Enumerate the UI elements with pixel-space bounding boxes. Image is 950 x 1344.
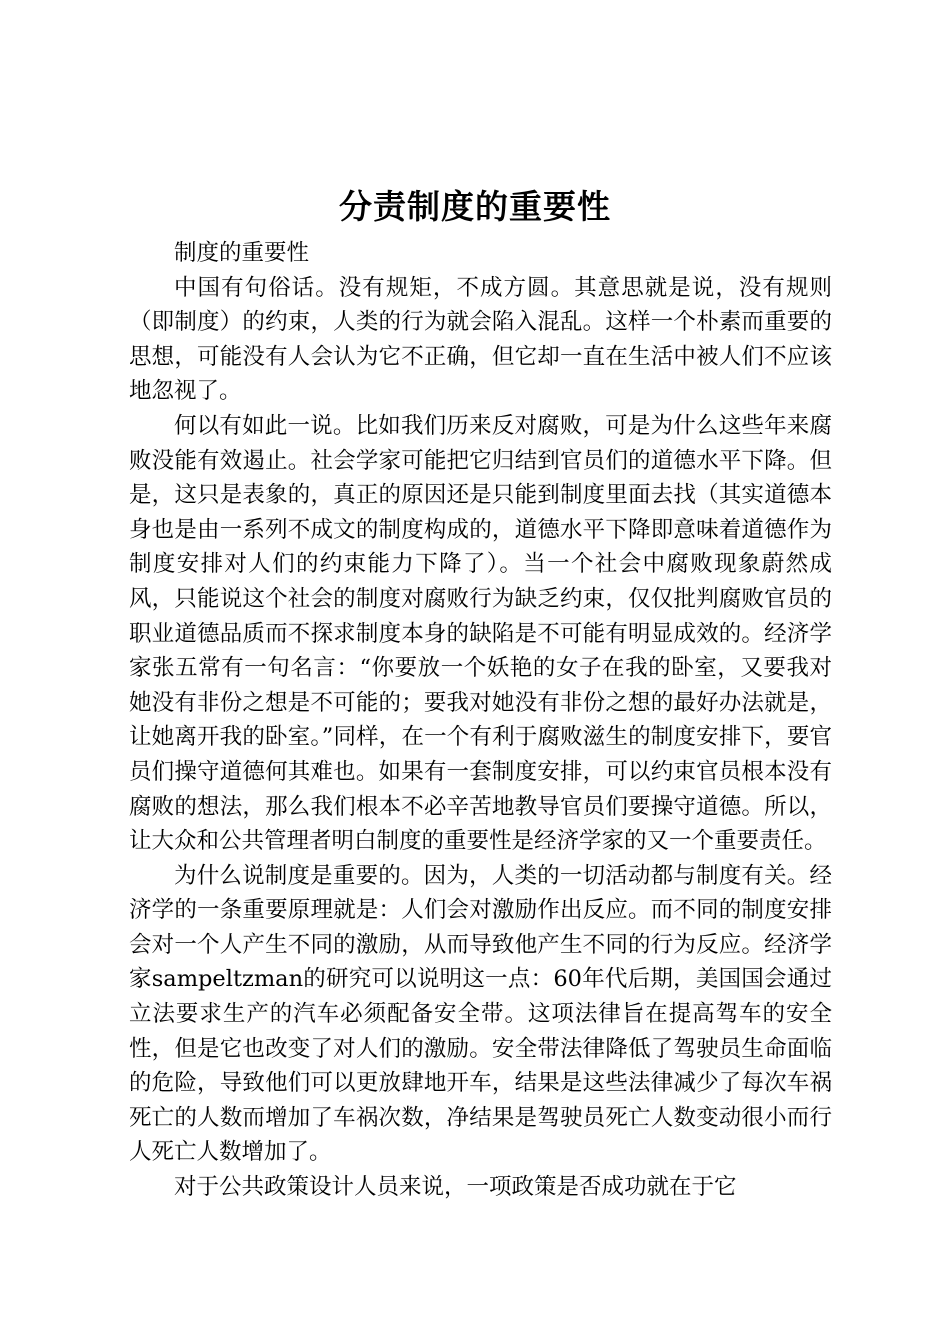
- paragraph-subtitle: 制度的重要性: [174, 240, 310, 266]
- paragraph: 何以有如此一说。比如我们历来反对腐败，可是为什么这些年来腐败没能有效遏止。社会学家可能把它归结到官员们的道德水平下降。但是，这只是表象的，真正的原因还是只能到制度里面去找（其实道德本身也是由一系列不成文的制度构成的，道德水平下降即意味着道德作为制度安排对人们的约束能力下降了）。当一个社会中腐败现象蔚然成风，只能说这个社会的制度对腐败行为缺乏约束，仅仅批判腐败官员的职业道德品质而不探求制度本身的缺陷是不可能有明显成效的。经济学家张五常有一句名言：“你要放一个妖艳的女子在我的卧室，又要我对她没有非份之想是不可能的；要我对她没有非份之想的最好办法就是，让她离开我的卧室。”同样，在一个有利于腐败滋生的制度安排下，要官员们操守道德何其难也。如果有一套制度安排，可以约束官员根本没有腐败的想法，那么我们根本不必辛苦地教导官员们要操守道德。所以，让大众和公共管理者明白制度的重要性是经济学家的又一个重要责任。: [129, 412, 832, 855]
- paragraph: 中国有句俗话。没有规矩，不成方圆。其意思就是说，没有规则（即制度）的约束，人类的行为就会陷入混乱。这样一个朴素而重要的思想，可能没有人会认为它不正确，但它却一直在生活中被人们不应该地忽视了。: [129, 274, 832, 405]
- paragraph: 为什么说制度是重要的。因为，人类的一切活动都与制度有关。经济学的一条重要原理就是：人们会对激励作出反应。而不同的制度安排会对一个人产生不同的激励，从而导致他产生不同的行为反应。经济学家sampeltzman的研究可以说明这一点：60年代后期，美国国会通过立法要求生产的汽车必须配备安全带。这项法律旨在提高驾车的安全性，但是它也改变了对人们的激励。安全带法律降低了驾驶员生命面临的危险，导致他们可以更放肆地开车，结果是这些法律减少了每次车祸死亡的人数而增加了车祸次数，净结果是驾驶员死亡人数变动很小而行人死亡人数增加了。: [129, 862, 832, 1166]
- document-title: 分责制度的重要性: [339, 187, 611, 226]
- document-body: [129, 236, 832, 1205]
- paragraph: 对于公共政策设计人员来说，一项政策是否成功就在于它: [174, 1174, 737, 1201]
